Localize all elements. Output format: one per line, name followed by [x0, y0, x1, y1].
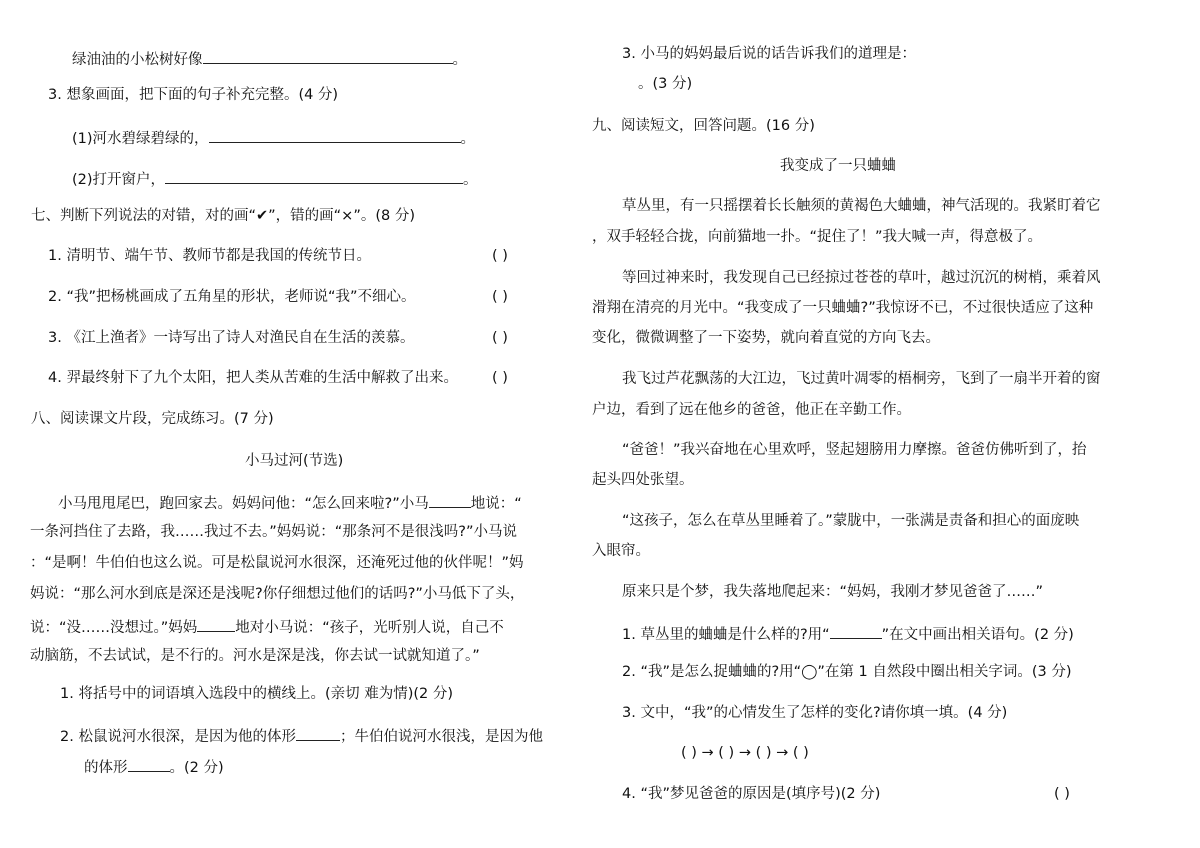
q3-item2 — [72, 167, 478, 190]
mood-fill-chain[interactable]: ( ) → ( ) → ( ) → ( ) — [681, 745, 809, 761]
q1-text: 1. 草丛里的蛐蛐是什么样的?用“ — [622, 627, 830, 643]
section8-q2-cont — [84, 755, 224, 778]
section8-q1: 1. 将括号中的词语填入选段中的横线上。(亲切 难为情)(2 分) — [60, 686, 454, 702]
section9-title: 九、阅读短文，回答问题。(16 分) — [592, 118, 815, 134]
passage-title-xiaoma: 小马过河(节选) — [245, 453, 344, 469]
section9-q4: 4. “我”梦见爸爸的原因是(填序号)(2 分) — [622, 786, 881, 802]
q3-item1-text: (1)河水碧绿碧绿的， — [72, 131, 209, 147]
para-4-line-1: “爸爸！”我兴奋地在心里欢呼，竖起翅膀用力摩擦。爸爸仿佛听到了，抬 — [622, 442, 1087, 458]
para-3-line-1: 我飞过芦花飘荡的大江边，飞过黄叶凋零的梧桐旁，飞到了一扇半开着的窗 — [622, 371, 1101, 387]
passage-line — [30, 615, 504, 638]
q3-item1 — [72, 126, 475, 149]
passage-line — [58, 491, 522, 514]
q1-text: ”在文中画出相关语句。(2 分) — [881, 627, 1074, 643]
q3-title: 3. 想象画面，把下面的句子补充完整。(4 分) — [48, 87, 339, 103]
section9-q3: 3. 文中，“我”的心情发生了怎样的变化?请你填一填。(4 分) — [622, 705, 1008, 721]
answer-blank[interactable] — [203, 47, 453, 64]
para-3-line-2: 户边，看到了远在他乡的爸爸，他正在辛勤工作。 — [592, 402, 911, 418]
para-2-line-2: 滑翔在清亮的月光中。“我变成了一只蛐蛐?”我惊讶不已，不过很快适应了这种 — [592, 300, 1094, 316]
q2-line — [72, 47, 467, 70]
section9-q1 — [622, 622, 1074, 645]
answer-blank[interactable] — [429, 491, 471, 508]
passage-text: 说：“没……没想过。”妈妈 — [30, 620, 198, 636]
q2-text: 2. 松鼠说河水很深，是因为他的体形 — [60, 729, 296, 745]
passage-title-ququ: 我变成了一只蛐蛐 — [780, 158, 896, 174]
q2-text: ；牛伯伯说河水很浅，是因为他 — [339, 729, 543, 745]
judge-item-4: 4. 羿最终射下了九个太阳，把人类从苦难的生活中解救了出来。 — [48, 370, 458, 386]
line-sample — [830, 622, 882, 639]
passage-text: 地对小马说：“孩子，光听别人说，自己不 — [235, 620, 504, 636]
para-1-line-1: 草丛里，有一只摇摆着长长触须的黄褐色大蛐蛐，神气活现的。我紧盯着它 — [622, 198, 1101, 214]
passage-line: 妈说：“那么河水到底是深还是浅呢?你仔细想过他们的话吗?”小马低下了头， — [30, 586, 525, 602]
answer-blank[interactable] — [165, 167, 463, 184]
answer-blank[interactable] — [209, 126, 461, 143]
passage-text: 地说：“ — [470, 496, 522, 512]
q2-text: 的体形 — [84, 760, 128, 776]
para-5-line-2: 入眼帘。 — [592, 543, 650, 559]
q3-item2-text: (2)打开窗户， — [72, 172, 166, 188]
answer-blank[interactable] — [296, 724, 340, 741]
passage-line: 一条河挡住了去路，我……我过不去。”妈妈说：“那条河不是很浅吗?”小马说 — [30, 524, 517, 540]
passage-line: 动脑筋，不去试试，是不行的。河水是深是浅，你去试一试就知道了。” — [30, 648, 480, 664]
right-q3: 3. 小马的妈妈最后说的话告诉我们的道理是： — [622, 46, 916, 62]
judge-paren-3[interactable]: ( ) — [492, 330, 508, 346]
para-4-line-2: 起头四处张望。 — [592, 472, 694, 488]
judge-item-1: 1. 清明节、端午节、教师节都是我国的传统节日。 — [48, 248, 371, 264]
q2-end: 。 — [452, 52, 467, 68]
judge-item-3: 3. 《江上渔者》一诗写出了诗人对渔民自在生活的羡慕。 — [48, 330, 415, 346]
para-1-line-2: ，双手轻轻合拢，向前猫地一扑。“捉住了！”我大喊一声，得意极了。 — [592, 229, 1043, 245]
para-6-line-1: 原来只是个梦，我失落地爬起来：“妈妈，我刚才梦见爸爸了……” — [622, 584, 1044, 600]
judge-paren-1[interactable]: ( ) — [492, 248, 508, 264]
answer-blank[interactable] — [197, 615, 235, 632]
section7-title: 七、判断下列说法的对错，对的画“✔”，错的画“×”。(8 分) — [31, 208, 415, 224]
q2-text: 。(2 分) — [169, 760, 224, 776]
section9-q2: 2. “我”是怎么捉蛐蛐的?用“◯”在第 1 自然段中圈出相关字词。(3 分) — [622, 664, 1072, 680]
para-5-line-1: “这孩子，怎么在草丛里睡着了。”蒙胧中，一张满是责备和担心的面庞映 — [622, 513, 1080, 529]
para-2-line-3: 变化，微微调整了一下姿势，就向着直觉的方向飞去。 — [592, 330, 940, 346]
section8-title: 八、阅读课文片段，完成练习。(7 分) — [31, 411, 274, 427]
q4-paren[interactable]: ( ) — [1054, 786, 1070, 802]
section8-q2 — [60, 724, 543, 747]
judge-paren-2[interactable]: ( ) — [492, 289, 508, 305]
passage-line: ：“是啊！牛伯伯也这么说。可是松鼠说河水很深，还淹死过他的伙伴呢！”妈 — [30, 555, 524, 571]
judge-paren-4[interactable]: ( ) — [492, 370, 508, 386]
q2-text: 绿油油的小松树好像 — [72, 52, 203, 68]
right-q3-line2: 。(3 分) — [638, 76, 693, 92]
para-2-line-1: 等回过神来时，我发现自己已经掠过苍苍的草叶，越过沉沉的树梢，乘着风 — [622, 270, 1101, 286]
judge-item-2: 2. “我”把杨桃画成了五角星的形状，老师说“我”不细心。 — [48, 289, 416, 305]
q3-item1-end: 。 — [460, 131, 476, 147]
passage-text: 小马甩甩尾巴，跑回家去。妈妈问他：“怎么回来啦?”小马 — [58, 496, 429, 512]
answer-blank[interactable] — [128, 755, 170, 772]
q3-item2-end: 。 — [463, 172, 478, 188]
